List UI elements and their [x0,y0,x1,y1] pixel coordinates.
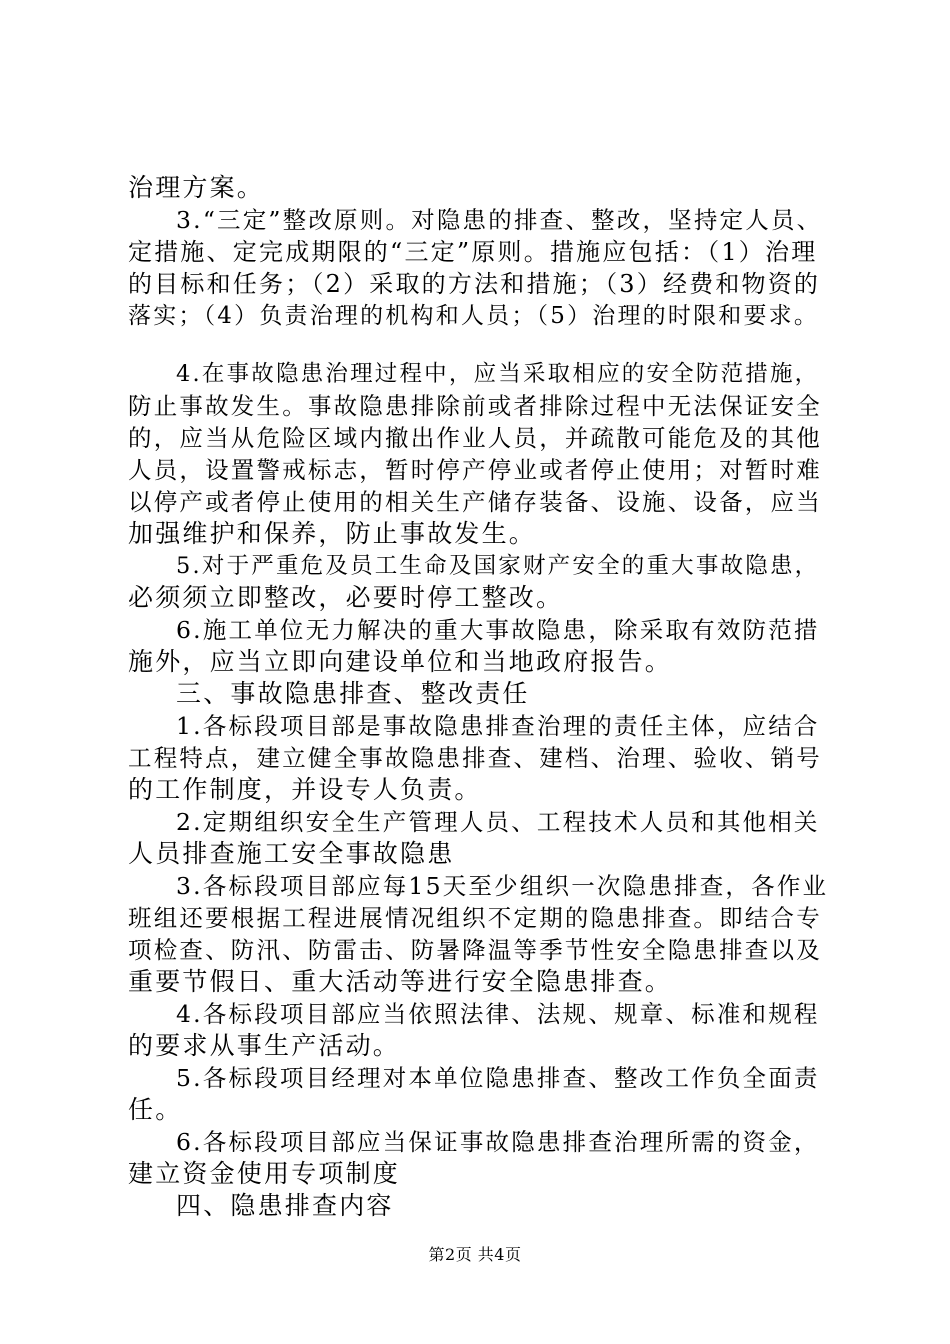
text-line: 3.各标段项目部应每15天至少组织一次隐患排查，各作业 [176,872,829,900]
text-line: 落实；（4）负责治理的机构和人员；（5）治理的时限和要求。 [128,303,820,329]
text-line: 治理方案。 [128,173,265,202]
text-line: 工程特点，建立健全事故隐患排查、建档、治理、验收、销号 [128,744,822,772]
text-line: 项检查、防汛、防雷击、防暑降温等季节性安全隐患排查以及 [128,936,822,964]
text-line: 定措施、定完成期限的“三定”原则。措施应包括：（1）治理 [128,238,818,266]
text-line: 5.各标段项目经理对本单位隐患排查、整改工作负全面责 [176,1064,820,1092]
text-line: 6.施工单位无力解决的重大事故隐患，除采取有效防范措 [176,616,820,644]
text-line: 6.各标段项目部应当保证事故隐患排查治理所需的资金， [176,1128,820,1156]
text-line: 的，应当从危险区域内撤出作业人员，并疏散可能危及的其他 [128,424,822,452]
text-line: 3.“三定”整改原则。对隐患的排查、整改，坚持定人员、 [176,206,823,234]
text-line: 4.在事故隐患治理过程中，应当采取相应的安全防范措施， [176,361,820,387]
section-heading: 四、隐患排查内容 [176,1191,394,1220]
text-line: 加强维护和保养，防止事故发生。 [128,519,537,548]
text-line: 施外，应当立即向建设单位和当地政府报告。 [128,647,673,676]
text-line: 人员，设置警戒标志，暂时停产停业或者停止使用；对暂时难 [128,456,822,484]
text-line: 防止事故发生。事故隐患排除前或者排除过程中无法保证安全 [128,392,822,420]
text-line: 建立资金使用专项制度 [128,1159,401,1188]
text-line: 以停产或者停止使用的相关生产储存装备、设施、设备，应当 [128,488,822,516]
text-line: 的工作制度，并设专人负责。 [128,775,482,804]
section-heading: 三、事故隐患排查、整改责任 [176,679,530,708]
text-line: 任。 [128,1095,183,1124]
text-line: 的要求从事生产活动。 [128,1031,401,1060]
text-line: 2.定期组织安全生产管理人员、工程技术人员和其他相关 [176,808,820,836]
text-line: 1.各标段项目部是事故隐患排查治理的责任主体，应结合 [176,712,820,740]
text-line: 班组还要根据工程进展情况组织不定期的隐患排查。即结合专 [128,904,822,932]
text-line: 4.各标段项目部应当依照法律、法规、规章、标准和规程 [176,1000,820,1028]
text-line: 的目标和任务；（2）采取的方法和措施；（3）经费和物资的 [128,270,821,298]
text-line: 5.对于严重危及员工生命及国家财产安全的重大事故隐患， [176,553,820,579]
text-line: 重要节假日、重大活动等进行安全隐患排查。 [128,967,673,996]
text-line: 人员排查施工安全事故隐患 [128,839,455,868]
page-number-footer: 第2页 共4页 [428,1245,522,1264]
text-line: 必须须立即整改，必要时停工整改。 [128,583,564,612]
